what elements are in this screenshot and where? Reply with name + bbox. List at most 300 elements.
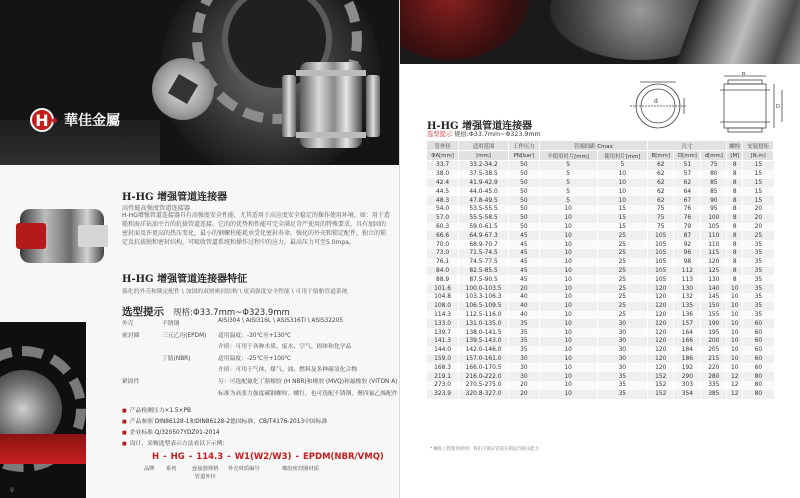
table-cell: 8 <box>727 214 743 223</box>
table-row <box>427 363 774 372</box>
table-cell: 157 <box>674 319 701 328</box>
table-cell: 87.5-90.5 <box>459 275 509 284</box>
table-cell: 84.0 <box>427 267 459 276</box>
table-cell: 144.0 <box>427 346 459 355</box>
table-cell: 103.3-106.3 <box>459 293 509 302</box>
table-cell: 37.5-38.5 <box>459 170 509 179</box>
table-cell: 25 <box>597 293 648 302</box>
table-cell: 101.6 <box>427 284 459 293</box>
table-cell: 68.9-70.7 <box>459 240 509 249</box>
right-page <box>400 0 800 498</box>
table-cell: 120 <box>648 319 674 328</box>
code-separator: - <box>227 452 231 462</box>
table-cell: 60 <box>743 337 774 346</box>
table-cell: 8 <box>727 161 743 170</box>
table-row <box>427 205 774 214</box>
table-subheader: [M] <box>727 151 743 161</box>
table-cell: 48.3 <box>427 196 459 205</box>
table-cell: 105 <box>701 223 727 232</box>
code-part: 114.3 <box>196 452 224 462</box>
table-cell: 290 <box>674 372 701 381</box>
table-cell: 10 <box>539 223 597 232</box>
table-cell: 74.5-77.5 <box>459 258 509 267</box>
table-cell: 45 <box>509 267 540 276</box>
table-cell: 35 <box>743 293 774 302</box>
table-cell: 8 <box>727 187 743 196</box>
table-title: H-HG 增强管道连接器 <box>427 121 533 132</box>
table-cell: 30 <box>597 337 648 346</box>
table-cell: 15 <box>743 170 774 179</box>
table-cell: 120 <box>701 258 727 267</box>
table-cell: 15 <box>597 205 648 214</box>
product-title: H-HG 增强管道连接器 <box>122 192 228 203</box>
table-cell: 159.0 <box>427 355 459 364</box>
table-header: 尺寸 <box>648 141 727 151</box>
table-cell: 30 <box>597 328 648 337</box>
table-cell: 20 <box>743 214 774 223</box>
table-cell: 25 <box>743 231 774 240</box>
table-cell: 219.1 <box>427 372 459 381</box>
table-cell: 192 <box>674 363 701 372</box>
table-cell: 135 <box>674 302 701 311</box>
table-cell: 10 <box>539 328 597 337</box>
table-cell: 20 <box>509 390 540 399</box>
table-cell: 190 <box>701 319 727 328</box>
table-cell: 25 <box>597 302 648 311</box>
table-cell: 96 <box>674 249 701 258</box>
table-cell: 10 <box>539 311 597 320</box>
table-cell: 85 <box>701 187 727 196</box>
table-cell: 33.2-34.2 <box>459 161 509 170</box>
table-row <box>427 337 774 346</box>
table-row <box>427 346 774 355</box>
table-cell: 35 <box>743 275 774 284</box>
table-cell: 38.0 <box>427 170 459 179</box>
table-cell: 5 <box>539 187 597 196</box>
table-cell: 323.9 <box>427 390 459 399</box>
table-cell: 8 <box>727 205 743 214</box>
table-header: 螺栓 <box>727 141 743 151</box>
code-part: HG <box>170 452 185 462</box>
table-cell: 10 <box>539 319 597 328</box>
table-cell: 8 <box>727 249 743 258</box>
table-cell: 10 <box>539 249 597 258</box>
table-cell: 112.5-116.0 <box>459 311 509 320</box>
table-cell: 53.5-55.5 <box>459 205 509 214</box>
table-cell: 80 <box>743 390 774 399</box>
table-cell: 82.5-85.5 <box>459 267 509 276</box>
table-cell: 60 <box>743 355 774 364</box>
table-cell: 35 <box>743 249 774 258</box>
table-cell: 8 <box>727 170 743 179</box>
table-cell: 5 <box>539 161 597 170</box>
table-row <box>427 381 774 390</box>
table-row <box>427 223 774 232</box>
table-cell: 8 <box>727 267 743 276</box>
table-cell: 30 <box>509 363 540 372</box>
spec-value: AISI304 \ AISI316L \ ASIS316Ti \ ASIS32205 <box>218 318 343 324</box>
table-cell: 35 <box>743 284 774 293</box>
table-cell: 100.0-103.5 <box>459 284 509 293</box>
table-cell: 10 <box>727 355 743 364</box>
table-cell: 50 <box>509 196 540 205</box>
table-cell: 35 <box>743 240 774 249</box>
table-cell: 273.0 <box>427 381 459 390</box>
table-cell: 15 <box>743 187 774 196</box>
table-cell: 30 <box>597 363 648 372</box>
table-cell: 35 <box>743 311 774 320</box>
product-subtitle: 高性能高强度管道连接器 <box>122 205 191 212</box>
table-cell: 152 <box>648 372 674 381</box>
table-cell: 33.7 <box>427 161 459 170</box>
table-cell: 35 <box>743 258 774 267</box>
table-cell: 15 <box>597 223 648 232</box>
table-cell: 184 <box>674 346 701 355</box>
note-item: ■ 产品检测压力×1.5×PB <box>122 405 191 414</box>
table-cell: 320.8-327.0 <box>459 390 509 399</box>
table-cell: 45 <box>509 258 540 267</box>
table-cell: 120 <box>648 355 674 364</box>
table-cell: 80 <box>743 381 774 390</box>
table-cell: 73.0 <box>427 249 459 258</box>
table-cell: 75 <box>648 214 674 223</box>
table-cell: 45 <box>509 249 540 258</box>
table-cell: 10 <box>539 372 597 381</box>
table-cell: 10 <box>727 311 743 320</box>
selection-title: 选型提示 <box>122 306 164 318</box>
table-cell: 105 <box>648 249 674 258</box>
table-cell: 114.3 <box>427 311 459 320</box>
table-cell: 50 <box>509 214 540 223</box>
table-cell: 60 <box>743 346 774 355</box>
brand-logo <box>30 108 120 132</box>
diagram-label-D: D <box>776 104 780 110</box>
table-cell: 62 <box>648 187 674 196</box>
table-cell: 35 <box>509 328 540 337</box>
table-cell: 5 <box>597 161 648 170</box>
table-cell: 25 <box>597 267 648 276</box>
table-cell: 140 <box>701 284 727 293</box>
table-cell: 8 <box>727 223 743 232</box>
features-title: H-HG 增强管道连接器特征 <box>122 274 248 285</box>
table-cell: 335 <box>701 381 727 390</box>
table-cell: 120 <box>648 346 674 355</box>
table-cell: 54.0 <box>427 205 459 214</box>
table-cell: 12 <box>727 390 743 399</box>
table-cell: 35 <box>597 372 648 381</box>
table-cell: 5 <box>539 179 597 188</box>
table-row <box>427 179 774 188</box>
machinery-photo <box>0 0 400 165</box>
table-cell: 120 <box>648 302 674 311</box>
table-cell: 25 <box>597 240 648 249</box>
table-cell: 10 <box>597 196 648 205</box>
table-cell: 15 <box>743 196 774 205</box>
table-cell: 45 <box>509 231 540 240</box>
table-cell: 10 <box>597 187 648 196</box>
table-cell: 30 <box>597 319 648 328</box>
code-label: 系列 <box>166 466 177 472</box>
table-row <box>427 249 774 258</box>
table-cell: 50 <box>509 170 540 179</box>
table-cell: 106.5-109.5 <box>459 302 509 311</box>
table-row <box>427 231 774 240</box>
table-cell: 50 <box>509 205 540 214</box>
table-cell: 10 <box>539 355 597 364</box>
table-row <box>427 319 774 328</box>
table-cell: 8 <box>727 240 743 249</box>
table-cell: 35 <box>509 346 540 355</box>
table-cell: 10 <box>727 346 743 355</box>
table-cell: 385 <box>701 390 727 399</box>
table-cell: 125 <box>701 267 727 276</box>
table-cell: 105 <box>648 240 674 249</box>
table-cell: 10 <box>539 381 597 390</box>
table-cell: 76 <box>674 205 701 214</box>
table-cell: 115 <box>701 249 727 258</box>
table-cell: 131.0-135.0 <box>459 319 509 328</box>
table-cell: 5 <box>539 170 597 179</box>
table-cell: 20 <box>743 205 774 214</box>
selection-range-right: 规格:Φ33.7mm~Φ323.9mm <box>454 131 541 138</box>
table-cell: 120 <box>648 337 674 346</box>
table-cell: 87 <box>674 231 701 240</box>
product-image <box>14 203 110 269</box>
code-label: 品牌 <box>144 466 155 472</box>
code-separator: - <box>188 452 193 462</box>
table-cell: 15 <box>597 214 648 223</box>
hex-nut-image <box>152 58 214 120</box>
gear-photo <box>0 322 86 498</box>
table-cell: 25 <box>597 311 648 320</box>
table-cell: 100 <box>701 214 727 223</box>
spec-subkey: 丁腈(NBR) <box>162 355 191 362</box>
table-cell: 120 <box>648 328 674 337</box>
code-label: 橡胶密封圈材质 <box>282 466 320 472</box>
table-cell: 139.7 <box>427 328 459 337</box>
table-cell: 50 <box>509 187 540 196</box>
table-subheader: D[mm] <box>674 151 701 161</box>
table-footnote: * 螺柱工程使用原则：我们不保证管道长期运行耐压能力 <box>430 447 539 452</box>
diagram-label-b: B <box>742 72 746 77</box>
table-cell: 120 <box>648 293 674 302</box>
code-part: W1(W2/W3) <box>234 452 292 462</box>
table-cell: 141.3 <box>427 337 459 346</box>
selection-key: 选型提示 <box>427 131 453 138</box>
table-cell: 10 <box>727 293 743 302</box>
table-cell: 60.3 <box>427 223 459 232</box>
table-cell: 200 <box>701 337 727 346</box>
table-row <box>427 284 774 293</box>
table-cell: 60 <box>743 363 774 372</box>
table-row <box>427 275 774 284</box>
table-cell: 120 <box>648 363 674 372</box>
table-cell: 15 <box>743 179 774 188</box>
spec-value: 适用温度：-30℃至+130℃ <box>218 332 292 339</box>
table-cell: 10 <box>727 328 743 337</box>
table-row <box>427 170 774 179</box>
table-cell: 30 <box>509 355 540 364</box>
table-header: 安装扭矩 <box>743 141 774 151</box>
table-row <box>427 328 774 337</box>
coupling-image <box>300 62 362 148</box>
spec-value: 适用温度：-25℃至+100℃ <box>218 355 292 362</box>
page-number: 9 <box>10 487 14 494</box>
table-cell: 60 <box>743 319 774 328</box>
table-cell: 67 <box>674 196 701 205</box>
table-header: 管外径 <box>427 141 459 151</box>
table-cell: 40 <box>509 311 540 320</box>
table-cell: 110 <box>701 240 727 249</box>
table-row <box>427 187 774 196</box>
table-cell: 41.9-42.9 <box>459 179 509 188</box>
spec-table <box>426 140 774 399</box>
note-item: ■ 企业标准 Q/320507YDZ01-2014 <box>122 427 220 436</box>
table-cell: 215 <box>701 355 727 364</box>
table-header: 管端间距 Cmax <box>539 141 647 151</box>
table-cell: 150 <box>701 302 727 311</box>
table-cell: 10 <box>597 179 648 188</box>
table-row <box>427 302 774 311</box>
table-selection <box>427 129 541 138</box>
table-subheader: d[mm] <box>701 151 727 161</box>
table-cell: 35 <box>743 267 774 276</box>
table-cell: 142.0-146.0 <box>459 346 509 355</box>
table-row <box>427 311 774 320</box>
table-cell: 130 <box>701 275 727 284</box>
code-label: 外壳材质编号 <box>228 466 260 472</box>
table-cell: 8 <box>727 196 743 205</box>
table-subheader: 不使用衬片[mm] <box>539 151 597 161</box>
table-subheader: 使用衬片[mm] <box>597 151 648 161</box>
table-cell: 35 <box>509 319 540 328</box>
selection-heading <box>122 300 290 319</box>
table-cell: 20 <box>509 284 540 293</box>
table-cell: 10 <box>539 231 597 240</box>
table-cell: 45 <box>509 240 540 249</box>
table-cell: 20 <box>509 381 540 390</box>
spec-key: 紧固件 <box>122 379 140 385</box>
table-cell: 8 <box>727 258 743 267</box>
table-cell: 85 <box>701 179 727 188</box>
table-cell: 80 <box>701 170 727 179</box>
table-cell: 62 <box>648 170 674 179</box>
note-item: ■ 设计、采购选型表示方法看以下示例: <box>122 438 224 447</box>
table-cell: 92 <box>674 240 701 249</box>
table-cell: 95 <box>701 205 727 214</box>
table-cell: 10 <box>727 284 743 293</box>
table-cell: 10 <box>539 275 597 284</box>
table-cell: 10 <box>539 214 597 223</box>
table-cell: 10 <box>539 240 597 249</box>
table-cell: 120 <box>648 284 674 293</box>
spec-value: 另：可选配氟化丁腈橡胶 (H NBR)和橡胶 (MVQ)和氟橡胶 (VITON A) <box>218 379 398 385</box>
table-row <box>427 372 774 381</box>
table-cell: 145 <box>701 293 727 302</box>
spec-value: 介质：可用于气体、煤气、油、燃料及多种碳氢化合物 <box>218 367 358 374</box>
table-header: 工作压力 <box>509 141 540 151</box>
table-cell: 10 <box>539 337 597 346</box>
table-cell: 168.3 <box>427 363 459 372</box>
table-cell: 220 <box>701 363 727 372</box>
table-cell: 30 <box>597 355 648 364</box>
table-cell: 12 <box>727 381 743 390</box>
table-cell: 90 <box>701 196 727 205</box>
table-subheader: B[mm] <box>648 151 674 161</box>
table-subheader: [N.m] <box>743 151 774 161</box>
features-text: 强化的外壳和锁定配件 \ 加固的双層密封结构 \ 更高强度安全性能 \ 可用于船舶管道系统 <box>122 289 348 295</box>
table-cell: 20 <box>743 223 774 232</box>
table-cell: 76 <box>674 214 701 223</box>
table-cell: 57.0 <box>427 214 459 223</box>
table-cell: 10 <box>727 319 743 328</box>
table-header: 适用范围 <box>459 141 509 151</box>
brand-name: 華佳金屬 <box>64 113 120 129</box>
table-cell: 50 <box>509 223 540 232</box>
table-cell: 80 <box>743 372 774 381</box>
code-separator: - <box>295 452 299 462</box>
table-subheader: ΦA[mm] <box>427 151 459 161</box>
table-cell: 44.0-45.0 <box>459 187 509 196</box>
table-cell: 75 <box>648 223 674 232</box>
table-cell: 35 <box>509 337 540 346</box>
table-cell: 112 <box>674 267 701 276</box>
table-cell: 66.6 <box>427 231 459 240</box>
table-cell: 10 <box>539 293 597 302</box>
table-cell: 152 <box>648 381 674 390</box>
table-cell: 354 <box>674 390 701 399</box>
table-cell: 25 <box>597 284 648 293</box>
table-cell: 132 <box>674 293 701 302</box>
table-cell: 195 <box>701 328 727 337</box>
spec-value: 标准为高张力强度碳钢螺栓、螺钉，也可选配不锈钢、聚四氟乙烯配件 <box>218 390 398 397</box>
table-cell: 88.9 <box>427 275 459 284</box>
table-cell: 10 <box>539 258 597 267</box>
table-cell: 155 <box>701 311 727 320</box>
table-cell: 51 <box>674 161 701 170</box>
table-cell: 35 <box>743 302 774 311</box>
table-cell: 62 <box>648 161 674 170</box>
table-cell: 110 <box>701 231 727 240</box>
table-cell: 105 <box>648 231 674 240</box>
table-cell: 76.1 <box>427 258 459 267</box>
table-cell: 157.0-161.0 <box>459 355 509 364</box>
table-cell: 47.8-49.5 <box>459 196 509 205</box>
table-cell: 25 <box>597 249 648 258</box>
spec-value: 介质：可用于各种水质、废水、空气、固体和化学品 <box>218 344 352 351</box>
spec-subkey: 不锈钢 <box>162 321 180 327</box>
table-cell: 71.5-74.5 <box>459 249 509 258</box>
machinery-photo-right <box>400 0 800 64</box>
table-cell: 186 <box>674 355 701 364</box>
table-cell: 303 <box>674 381 701 390</box>
brand-mark-icon: H <box>30 108 54 132</box>
table-cell: 138.0-141.5 <box>459 328 509 337</box>
spec-key: 外壳 <box>122 321 134 327</box>
code-part: EPDM(NBR/VMQ) <box>302 452 384 462</box>
table-cell: 10 <box>539 267 597 276</box>
order-code <box>152 452 388 462</box>
table-cell: 50 <box>509 161 540 170</box>
table-cell: 75 <box>648 205 674 214</box>
spec-subkey: 三元乙丙(EPDM) <box>162 332 207 339</box>
table-cell: 10 <box>539 302 597 311</box>
table-cell: 62 <box>674 179 701 188</box>
table-cell: 280 <box>701 372 727 381</box>
table-cell: 10 <box>539 346 597 355</box>
table-cell: 75 <box>701 161 727 170</box>
table-cell: 105 <box>648 267 674 276</box>
